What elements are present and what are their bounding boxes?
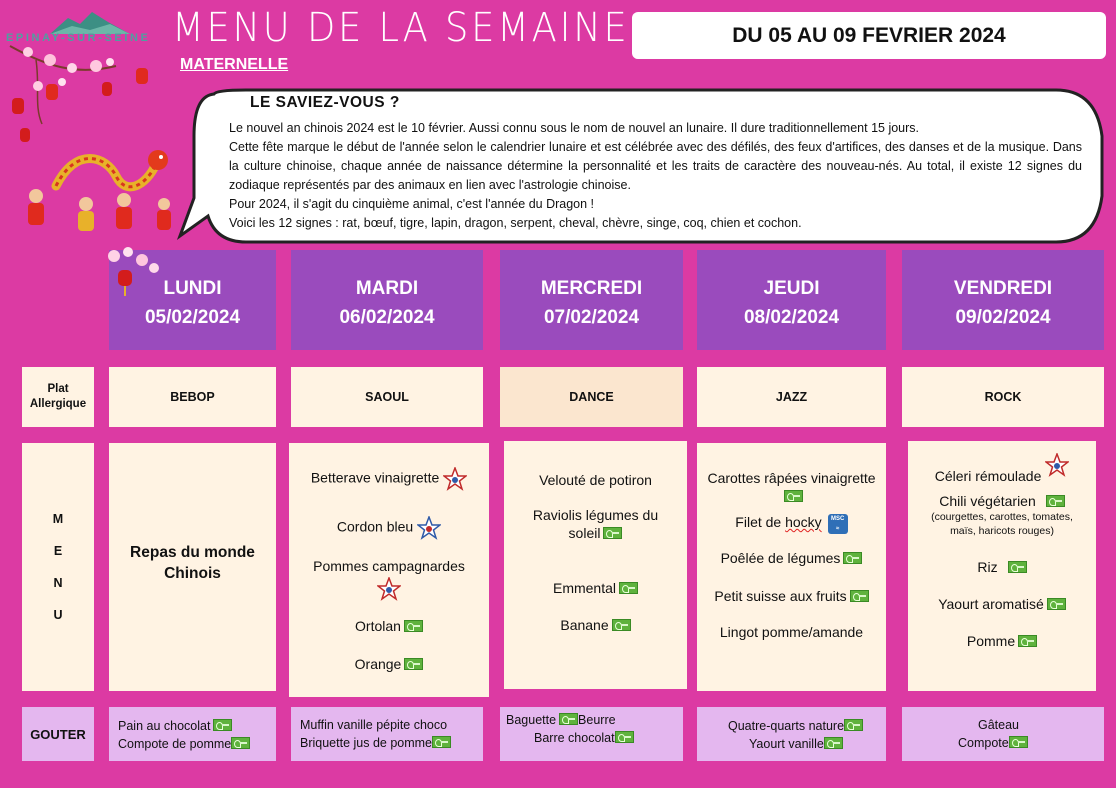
menu-item-note: (courgettes, carottes, tomates, [931,511,1073,523]
week-dates: DU 05 AU 09 FEVRIER 2024 [632,12,1106,59]
ab-organic-icon [213,719,232,731]
goute-item [534,730,634,746]
menu-item [289,617,489,635]
menu-item-label: Yaourt aromatisé [938,596,1044,612]
menu-letter: U [53,608,63,622]
menu-item-label: Raviolis légumes du [532,507,659,523]
day-header-tuesday [291,250,483,350]
ab-organic-icon [404,658,423,670]
ab-organic-icon [404,620,423,632]
ab-organic-icon [603,527,622,539]
ab-organic-icon [1018,635,1037,647]
blossom-lantern-icon [104,246,164,300]
french-origin-star-icon [443,467,467,491]
ab-organic-icon [559,713,578,725]
allergy-cell-wednesday: DANCE [500,367,683,427]
day-header-thursday [697,250,886,350]
msc-fish-icon: MSC ≈ [828,514,848,534]
goute-cell-wednesday [500,707,683,761]
goute-cell-monday [109,707,276,761]
goute-cell-thursday [697,707,886,761]
menu-item [697,513,886,534]
menu-item [908,453,1096,485]
french-origin-star-icon [1045,453,1069,477]
goute-item-label: Compote de pomme [118,737,232,751]
goute-row-label: GOUTER [22,707,94,761]
goute-item-label: Quatre-quarts nature [728,719,845,733]
ab-organic-icon [844,719,863,731]
menu-cell-thursday [697,443,886,691]
goute-item-label: Pain au chocolat [118,719,211,733]
menu-item [289,516,489,540]
allergy-cell-tuesday: SAOUL [291,367,483,427]
goute-item-label: Compote [958,736,1009,750]
day-name: MERCREDI [540,278,643,299]
menu-item [289,467,489,491]
menu-item [908,595,1096,613]
menu-cell-tuesday [289,443,489,697]
goute-item [300,735,451,751]
ab-organic-icon [843,552,862,564]
logo-town-name: EPINAY-SUR-SEINE [6,32,151,44]
menu-item [289,655,489,673]
info-title: LE SAVIEZ-VOUS ? [250,94,400,111]
day-name: JEUDI [763,278,820,299]
french-origin-star-icon [377,577,401,601]
ab-organic-icon [784,490,803,502]
menu-item [697,469,886,505]
day-date: 06/02/2024 [339,307,435,328]
info-line-3: Pour 2024, il s'agit du cinquième animal, c'est l'année du Dragon ! [229,197,595,211]
menu-row-label [22,443,94,691]
menu-item-label: Velouté de potiron [539,472,652,488]
goute-item [300,717,447,733]
goute-item [118,718,232,734]
menu-item [289,557,489,601]
day-name: VENDREDI [953,278,1053,299]
menu-cell-wednesday [504,441,687,689]
ab-organic-icon [619,582,638,594]
mountain-icon [50,8,130,34]
menu-item-label: Cordon bleu [336,518,414,535]
menu-item-label: soleil [568,525,601,541]
dancers-icon [28,189,171,231]
menu-item [908,558,1096,576]
menu-item-label: Chili végétarien [939,493,1036,509]
menu-cell-friday [908,441,1096,691]
menu-item [908,492,1096,538]
menu-letter: M [52,512,64,526]
ab-organic-icon [432,736,451,748]
goute-item [978,717,1019,733]
menu-item-label: Riz [977,559,998,575]
menu-item-label: hocky [785,514,822,530]
goute-item-label: Baguette [506,713,557,727]
goute-item [728,718,863,734]
goute-cell-friday [902,707,1104,761]
menu-item [504,616,687,634]
lantern-icon [12,68,148,142]
goute-item-label: Barre chocolat [534,731,615,745]
goute-item-label: Gâteau [978,718,1020,732]
page-title: MENU DE LA SEMAINE [172,5,630,51]
goute-item [958,735,1028,751]
menu-item-label: Orange [354,656,402,672]
day-header-friday [902,250,1104,350]
goute-cell-tuesday [291,707,483,761]
ab-organic-icon [231,737,250,749]
info-line-4: Voici les 12 signes : rat, bœuf, tigre, lapin, dragon, serpent, cheval, chèvre, singe, coq, chien et cochon. [229,216,802,230]
menu-item-label: Filet de [735,514,782,530]
menu-item-label: Pommes campagnardes [313,558,465,574]
allergy-cell-monday: BEBOP [109,367,276,427]
menu-cell-monday [109,443,276,691]
goute-item-label: Muffin vanille pépite choco [300,718,448,732]
day-date: 08/02/2024 [743,307,840,328]
allergy-cell-thursday: JAZZ [697,367,886,427]
allergy-row-label [22,367,94,427]
info-text [229,119,1082,233]
menu-item [504,579,687,597]
menu-item-label: Carottes râpées vinaigrette [707,470,876,486]
menu-item [697,587,886,605]
menu-item [504,471,687,489]
goute-item [506,712,616,728]
menu-item-label: Lingot pomme/amande [719,624,864,640]
day-date: 05/02/2024 [144,307,241,328]
day-header-wednesday [500,250,683,350]
menu-item [697,549,886,567]
day-name: MARDI [355,278,419,299]
menu-item-label: Petit suisse aux fruits [714,588,847,604]
ab-organic-icon [850,590,869,602]
day-date: 09/02/2024 [955,307,1051,328]
ab-organic-icon [1046,495,1065,507]
goute-item [749,736,843,752]
ab-organic-icon [1047,598,1066,610]
blossom-branch-icon [10,46,116,124]
menu-item [697,623,886,641]
menu-letter: N [53,576,63,590]
menu-item [504,506,687,542]
ab-organic-icon [824,737,843,749]
goute-item-label: Yaourt vanille [749,737,824,751]
dragon-icon [56,150,168,187]
menu-item-label: Pomme [966,633,1016,649]
allergy-label-line-1: Plat [47,383,69,395]
menu-item [109,542,276,584]
allergy-label-line-2: Allergique [29,398,87,410]
goute-item [118,736,250,752]
menu-item-label: Betterave vinaigrette [310,469,440,486]
menu-item [908,632,1096,650]
allergy-cell-friday: ROCK [902,367,1104,427]
menu-item-note: maïs, haricots rouges) [950,525,1054,537]
menu-monday-line-1: Repas du monde [130,544,255,561]
menu-letter: E [53,544,63,558]
ab-organic-icon [1009,736,1028,748]
menu-item-label: Emmental [552,580,617,596]
goute-item-label: Briquette jus de pomme [300,736,433,750]
audience-subtitle: MATERNELLE [180,56,289,73]
ab-organic-icon [615,731,634,743]
day-name: LUNDI [163,278,222,299]
ab-organic-icon [1008,561,1027,573]
day-date: 07/02/2024 [543,307,640,328]
menu-item-label: Céleri rémoulade [934,468,1042,484]
french-origin-star-icon [417,516,441,540]
chinese-new-year-illustration [6,36,174,246]
info-line-2: Cette fête marque le début de l'année selon le calendrier lunaire et est célébrée avec des défilés, des feux d'artifices, des danses et de la musique. Dans la culture chinoise, chaque année de naissance détermine la personnalité et les traits de caractère des nouveau-nés. Au total, il existe 12 signes du zodiaque représentés par des animaux en lien avec l'astrologie chinoise. [229,140,1082,192]
menu-item-label: Ortolan [355,618,401,634]
ab-organic-icon [612,619,631,631]
menu-monday-line-2: Chinois [164,565,221,582]
goute-item-label: Beurre [578,713,616,727]
menu-item-label: Poêlée de légumes [720,550,841,566]
menu-item-label: Banane [560,617,609,633]
info-line-1: Le nouvel an chinois 2024 est le 10 février. Aussi connu sous le nom de nouvel an lunaire. Il dure traditionnellement 15 jours. [229,121,920,135]
